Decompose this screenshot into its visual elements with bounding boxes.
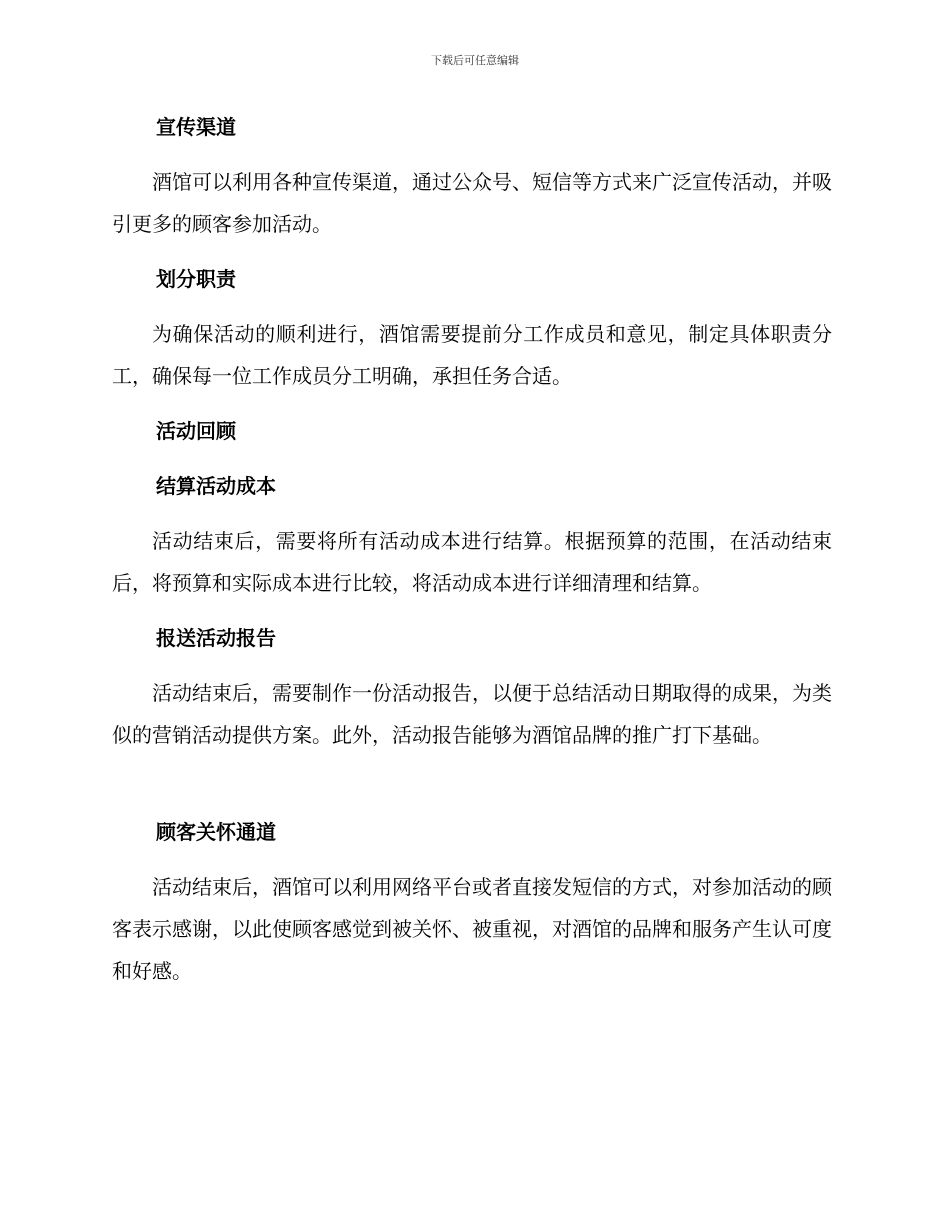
section-paragraph: 为确保活动的顺利进行，酒馆需要提前分工作成员和意见，制定具体职责分工，确保每一位工作成员分工明确，承担任务合适。 [112,322,832,388]
section-heading: 划分职责 [156,267,236,291]
section-heading: 结算活动成本 [156,474,276,498]
section-paragraph: 酒馆可以利用各种宣传渠道，通过公众号、短信等方式来广泛宣传活动，并吸引更多的顾客参加活动。 [112,170,832,236]
section-paragraph: 活动结束后，酒馆可以利用网络平台或者直接发短信的方式，对参加活动的顾客表示感谢，以此使顾客感觉到被关怀、被重视，对酒馆的品牌和服务产生认可度和好感。 [112,875,832,983]
section-heading: 宣传渠道 [156,115,236,139]
page-header: 下载后可任意编辑 [431,54,519,67]
section-paragraph: 活动结束后，需要将所有活动成本进行结算。根据预算的范围，在活动结束后，将预算和实际成本进行比较，将活动成本进行详细清理和结算。 [112,529,832,595]
section-paragraph: 活动结束后，需要制作一份活动报告，以便于总结活动日期取得的成果，为类似的营销活动提供方案。此外，活动报告能够为酒馆品牌的推广打下基础。 [112,681,832,747]
section-heading: 活动回顾 [156,419,236,443]
section-heading: 报送活动报告 [156,626,276,650]
section-heading: 顾客关怀通道 [156,820,276,844]
